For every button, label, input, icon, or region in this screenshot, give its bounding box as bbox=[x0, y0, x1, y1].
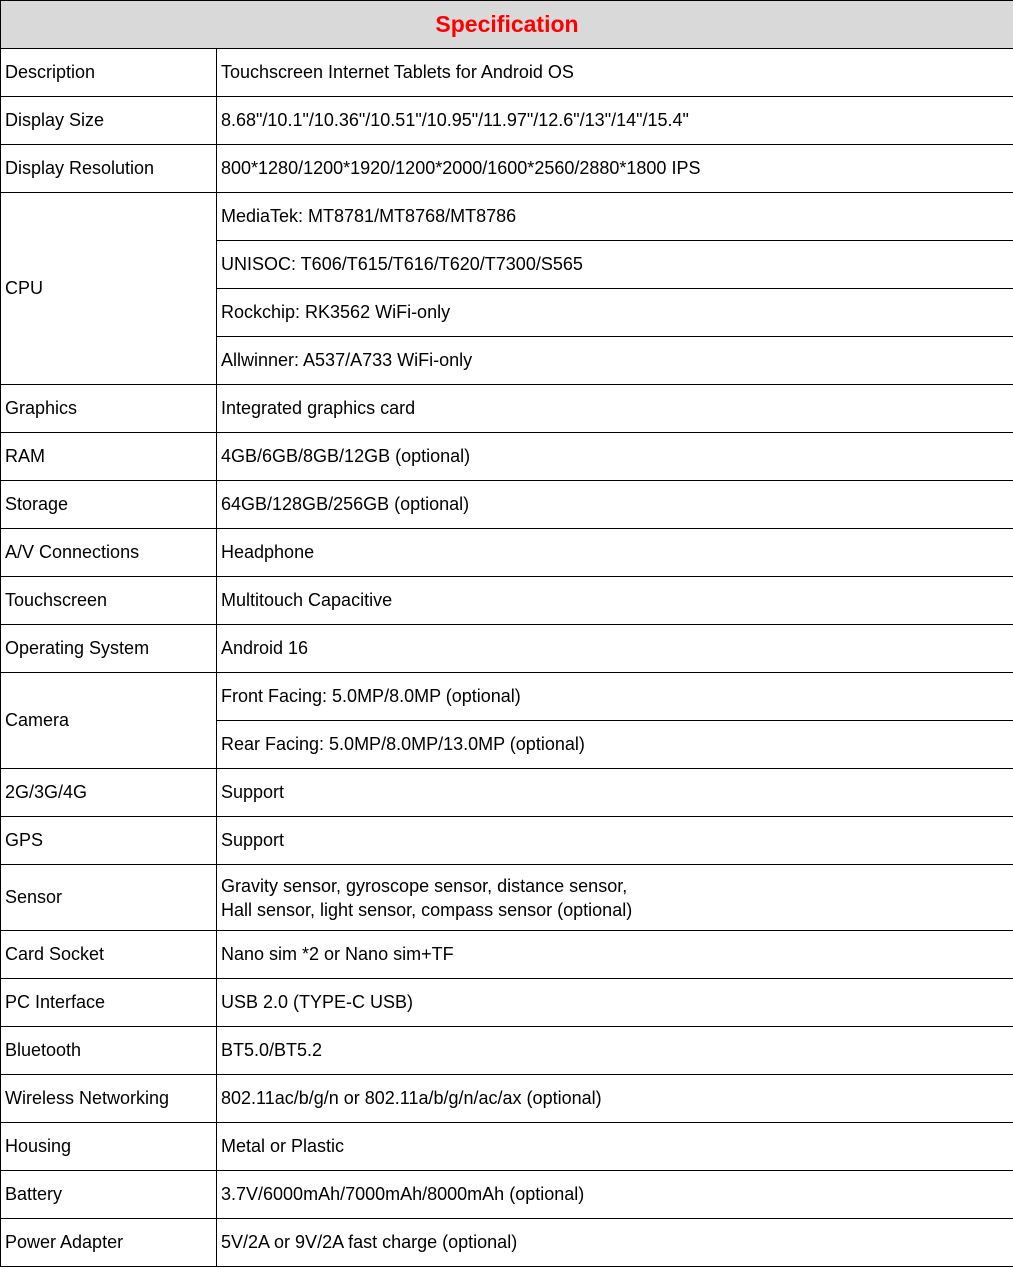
row-label: 2G/3G/4G bbox=[1, 769, 217, 817]
sensor-line: Gravity sensor, gyroscope sensor, distance sensor, bbox=[221, 875, 628, 896]
table-row-operating-system bbox=[1, 625, 1013, 673]
row-value: UNISOC: T606/T615/T616/T620/T7300/S565 bbox=[217, 241, 1013, 289]
row-value: Support bbox=[217, 769, 1013, 817]
row-value: Support bbox=[217, 817, 1013, 865]
row-label: Description bbox=[1, 49, 217, 97]
row-value: Allwinner: A537/A733 WiFi-only bbox=[217, 337, 1013, 385]
row-label: Power Adapter bbox=[1, 1219, 217, 1267]
row-value: Nano sim *2 or Nano sim+TF bbox=[217, 931, 1013, 979]
row-value: 8.68"/10.1"/10.36"/10.51"/10.95"/11.97"/12.6"/13"/14"/15.4" bbox=[217, 97, 1013, 145]
row-label: PC Interface bbox=[1, 979, 217, 1027]
row-value: 5V/2A or 9V/2A fast charge (optional) bbox=[217, 1219, 1013, 1267]
row-label: Touchscreen bbox=[1, 577, 217, 625]
row-value: 64GB/128GB/256GB (optional) bbox=[217, 481, 1013, 529]
row-label: Graphics bbox=[1, 385, 217, 433]
row-label: Operating System bbox=[1, 625, 217, 673]
row-label: GPS bbox=[1, 817, 217, 865]
row-value: Integrated graphics card bbox=[217, 385, 1013, 433]
table-row-display-size bbox=[1, 97, 1013, 145]
sensor-line: Hall sensor, light sensor, compass sensor (optional) bbox=[221, 899, 633, 920]
row-value: Rear Facing: 5.0MP/8.0MP/13.0MP (optional) bbox=[217, 721, 1013, 769]
table-title: Specification bbox=[1, 1, 1013, 49]
row-value: USB 2.0 (TYPE-C USB) bbox=[217, 979, 1013, 1027]
row-label: CPU bbox=[1, 193, 217, 385]
table-row-bluetooth bbox=[1, 1027, 1013, 1075]
row-value: Touchscreen Internet Tablets for Android OS bbox=[217, 49, 1013, 97]
row-value: 800*1280/1200*1920/1200*2000/1600*2560/2880*1800 IPS bbox=[217, 145, 1013, 193]
table-row-wireless bbox=[1, 1075, 1013, 1123]
table-row-cpu bbox=[1, 193, 1013, 241]
row-value: Multitouch Capacitive bbox=[217, 577, 1013, 625]
table-row-display-resolution bbox=[1, 145, 1013, 193]
table-row-network bbox=[1, 769, 1013, 817]
row-label: Sensor bbox=[1, 865, 217, 931]
row-label: A/V Connections bbox=[1, 529, 217, 577]
row-value: MediaTek: MT8781/MT8768/MT8786 bbox=[217, 193, 1013, 241]
table-row-gps bbox=[1, 817, 1013, 865]
table-row-battery bbox=[1, 1171, 1013, 1219]
table-row-description bbox=[1, 49, 1013, 97]
row-label: Battery bbox=[1, 1171, 217, 1219]
row-label: Card Socket bbox=[1, 931, 217, 979]
row-value: 4GB/6GB/8GB/12GB (optional) bbox=[217, 433, 1013, 481]
row-value: Rockchip: RK3562 WiFi-only bbox=[217, 289, 1013, 337]
table-row-camera bbox=[1, 673, 1013, 721]
row-label: Display Size bbox=[1, 97, 217, 145]
row-value: 3.7V/6000mAh/7000mAh/8000mAh (optional) bbox=[217, 1171, 1013, 1219]
table-row-graphics bbox=[1, 385, 1013, 433]
table-row-pc-interface bbox=[1, 979, 1013, 1027]
table-row-sensor bbox=[1, 865, 1013, 931]
table-row-storage bbox=[1, 481, 1013, 529]
row-label: Storage bbox=[1, 481, 217, 529]
table-row-touchscreen bbox=[1, 577, 1013, 625]
row-label: Housing bbox=[1, 1123, 217, 1171]
row-value: Android 16 bbox=[217, 625, 1013, 673]
row-label: Display Resolution bbox=[1, 145, 217, 193]
row-label: RAM bbox=[1, 433, 217, 481]
row-label: Camera bbox=[1, 673, 217, 769]
row-label: Wireless Networking bbox=[1, 1075, 217, 1123]
row-label: Bluetooth bbox=[1, 1027, 217, 1075]
table-row-power-adapter bbox=[1, 1219, 1013, 1267]
row-value: BT5.0/BT5.2 bbox=[217, 1027, 1013, 1075]
table-row-av-connections bbox=[1, 529, 1013, 577]
row-value bbox=[217, 865, 1013, 931]
row-value: Front Facing: 5.0MP/8.0MP (optional) bbox=[217, 673, 1013, 721]
table-row-housing bbox=[1, 1123, 1013, 1171]
row-value: 802.11ac/b/g/n or 802.11a/b/g/n/ac/ax (optional) bbox=[217, 1075, 1013, 1123]
row-value: Headphone bbox=[217, 529, 1013, 577]
row-value: Metal or Plastic bbox=[217, 1123, 1013, 1171]
table-row-ram bbox=[1, 433, 1013, 481]
table-row-card-socket bbox=[1, 931, 1013, 979]
